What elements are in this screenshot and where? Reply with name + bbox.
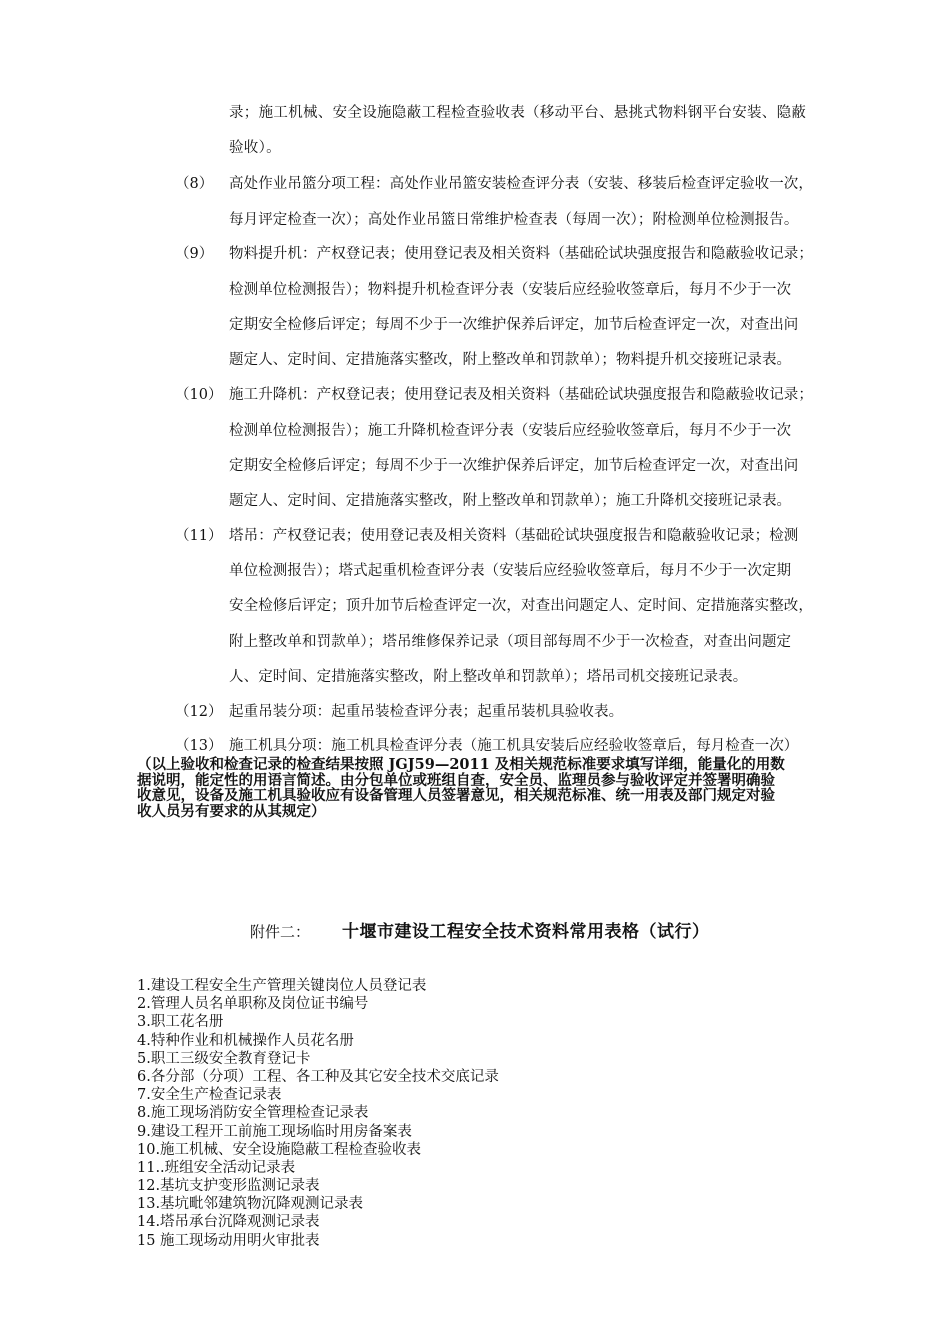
- list-item: 13.基坑毗邻建筑物沉降观测记录表: [137, 1196, 364, 1213]
- list-item: 8.施工现场消防安全管理检查记录表: [137, 1105, 369, 1122]
- item-text-line: 检测单位检测报告）；施工升降机检查评分表（安装后应经验收签章后，每月不少于一次: [229, 423, 792, 439]
- list-item: 10.施工机械、安全设施隐蔽工程检查验收表: [137, 1141, 422, 1158]
- continuation-line: 录；施工机械、安全设施隐蔽工程检查验收表（移动平台、悬挑式物料钢平台安装、隐蔽: [229, 105, 807, 121]
- list-item: 11..班组安全活动记录表: [137, 1159, 296, 1176]
- list-item: 15 施工现场动用明火审批表: [137, 1232, 320, 1249]
- note-line: 收意见，设备及施工机具验收应有设备管理人员签署意见，相关规范标准、统一用表及部门规定对验: [137, 787, 775, 804]
- item-text-line: 安全检修后评定；顶升加节后检查评定一次，对查出问题定人、定时间、定措施落实整改，: [229, 598, 813, 614]
- list-item: 5.职工三级安全教育登记卡: [137, 1050, 311, 1067]
- attachment-heading: [250, 917, 710, 942]
- continuation-line: 验收）。: [229, 140, 281, 156]
- note-line: 收人员另有要求的从其规定）: [137, 802, 326, 820]
- item-text-line: 物料提升机：产权登记表；使用登记表及相关资料（基础砼试块强度报告和隐蔽验收记录；: [229, 246, 813, 262]
- list-item: 9.建设工程开工前施工现场临时用房备案表: [137, 1123, 412, 1140]
- item-text-line: 题定人、定时间、定措施落实整改，附上整改单和罚款单）；物料提升机交接班记录表。: [229, 352, 792, 368]
- item-number: （12）: [175, 704, 223, 720]
- item-text-line: 施工机具分项：施工机具检查评分表（施工机具安装后应经验收签章后，每月检查一次）: [229, 738, 799, 754]
- item-number: （8）: [175, 176, 214, 192]
- list-item: 12.基坑支护变形监测记录表: [137, 1178, 320, 1195]
- form-list: [137, 977, 499, 1250]
- item-text-line: 施工升降机：产权登记表；使用登记表及相关资料（基础砼试块强度报告和隐蔽验收记录；: [229, 387, 813, 403]
- item-text-line: 定期安全检修后评定；每周不少于一次维护保养后评定，加节后检查评定一次，对查出问: [229, 458, 799, 474]
- note-paragraph: [137, 757, 872, 819]
- list-item: 3.职工花名册: [137, 1014, 224, 1031]
- list-item: 1.建设工程安全生产管理关键岗位人员登记表: [137, 978, 427, 994]
- attachment-title: 十堰市建设工程安全技术资料常用表格（试行）: [342, 922, 710, 942]
- item-text-line: 附上整改单和罚款单）；塔吊维修保养记录（项目部每周不少于一次检查，对查出问题定: [229, 634, 792, 650]
- item-number: （9）: [175, 246, 214, 262]
- attachment-label: 附件二：: [250, 923, 311, 941]
- note-line: （以上验收和检查记录的检查结果按照 JGJ59—2011 及相关规范标准要求填写详细，能量化的用数: [137, 756, 785, 773]
- item-number: （11）: [175, 528, 223, 544]
- item-text-line: 起重吊装分项：起重吊装检查评分表；起重吊装机具验收表。: [229, 704, 624, 720]
- item-text-line: 高处作业吊篮分项工程：高处作业吊篮安装检查评分表（安装、移装后检查评定验收一次，: [229, 176, 813, 192]
- item-number: （10）: [175, 387, 223, 403]
- item-text-line: 题定人、定时间、定措施落实整改，附上整改单和罚款单）；施工升降机交接班记录表。: [229, 493, 792, 509]
- item-number: （13）: [175, 738, 223, 754]
- item-text-line: 单位检测报告）；塔式起重机检查评分表（安装后应经验收签章后，每月不少于一次定期: [229, 563, 792, 579]
- item-text-line: 塔吊：产权登记表；使用登记表及相关资料（基础砼试块强度报告和隐蔽验收记录；检测: [229, 528, 799, 544]
- note-line: 据说明，能定性的用语言简述。由分包单位或班组自查，安全员、监理员参与验收评定并签署明确验: [137, 771, 775, 789]
- item-text-line: 人、定时间、定措施落实整改，附上整改单和罚款单）；塔吊司机交接班记录表。: [229, 669, 748, 685]
- item-text-line: 检测单位检测报告）；物料提升机检查评分表（安装后应经验收签章后，每月不少于一次: [229, 282, 792, 298]
- list-item: 14.塔吊承台沉降观测记录表: [137, 1214, 320, 1231]
- list-item: 7.安全生产检查记录表: [137, 1087, 282, 1104]
- list-item: 6.各分部（分项）工程、各工种及其它安全技术交底记录: [137, 1068, 499, 1085]
- item-text-line: 定期安全检修后评定；每周不少于一次维护保养后评定，加节后检查评定一次，对查出问: [229, 317, 799, 333]
- item-text-line: 每月评定检查一次）；高处作业吊篮日常维护检查表（每周一次）；附检测单位检测报告。: [229, 212, 799, 228]
- list-item: 2.管理人员名单职称及岗位证书编号: [137, 996, 369, 1013]
- list-item: 4.特种作业和机械操作人员花名册: [137, 1032, 354, 1049]
